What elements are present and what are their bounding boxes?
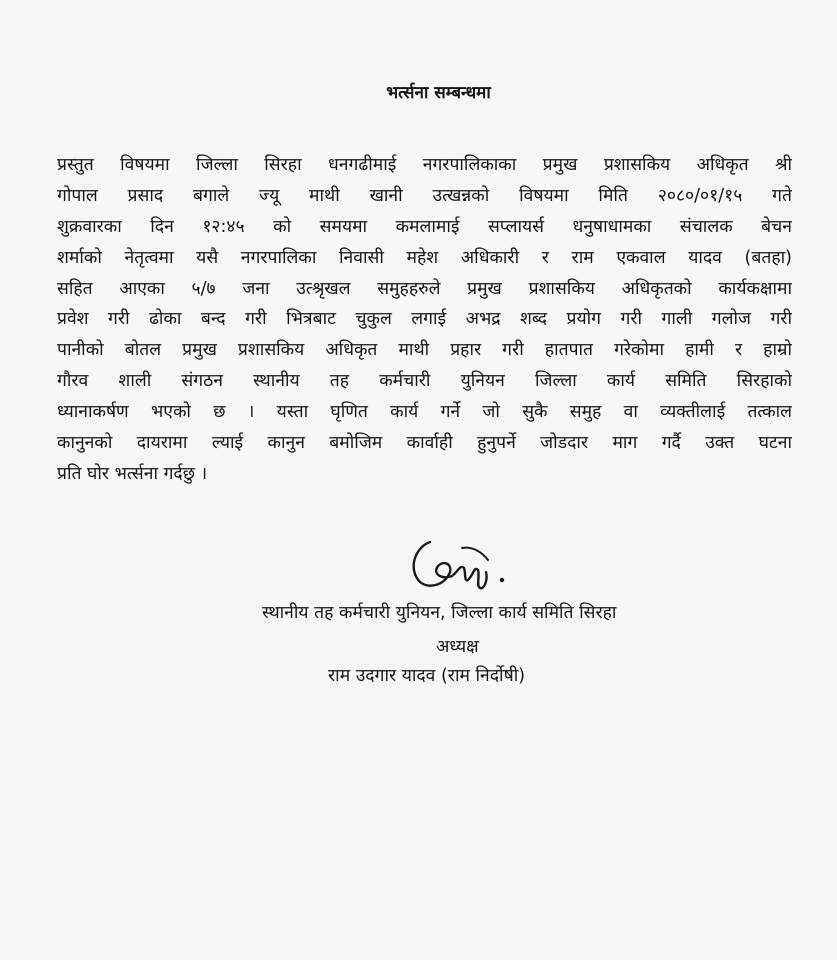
- body-line: ध्यानाकर्षण भएको छ । यस्ता घृणित कार्य गर्ने जो सुकै समुह वा व्यक्तीलाई तत्काल: [57, 402, 792, 423]
- body-line: शुक्रवारका दिन १२:४५ को समयमा कमलामाई सप्लायर्स धनुषाधामका संचालक बेचन: [57, 216, 792, 237]
- body-line: गोपाल प्रसाद बगाले ज्यू माथी खानी उत्खन्नको विषयमा मिति २०८०/०१/१५ गते: [57, 185, 792, 206]
- body-line: पानीको बोतल प्रमुख प्रशासकिय अधिकृत माथी प्रहार गरी हातपात गरेकोमा हामी र हाम्रो: [57, 340, 792, 361]
- body-line: गौरव शाली संगठन स्थानीय तह कर्मचारी युनियन जिल्ला कार्य समिति सिरहाको: [57, 371, 792, 392]
- handwritten-signature: [402, 530, 512, 600]
- body-line: प्रस्तुत विषयमा जिल्ला सिरहा धनगढीमाई नगरपालिकाका प्रमुख प्रशासकिय अधिकृत श्री: [57, 155, 792, 175]
- body-line: कानुनको दायरामा ल्याई कानुन बमोजिम कार्वाही हुनुपर्ने जोडदार माग गर्दै उक्त घटना: [57, 433, 792, 454]
- signatory-role: अध्यक्ष: [436, 637, 479, 657]
- signatory-organization: स्थानीय तह कर्मचारी युनियन, जिल्ला कार्य समिति सिरहा: [262, 603, 617, 623]
- body-line: सहित आएका ५/७ जना उत्श्रृखल समुहहरुले प्रमुख प्रशासकिय अधिकृतको कार्यकक्षामा: [57, 278, 792, 299]
- document-title: भर्त्सना सम्बन्धमा: [386, 83, 491, 103]
- body-line: प्रवेश गरी ढोका बन्द गरी भित्रबाट चुकुल लगाई अभद्र शब्द प्रयोग गरी गाली गलोज गरी: [57, 309, 792, 330]
- body-line: प्रति घोर भर्त्सना गर्दछु ।: [57, 463, 208, 484]
- body-line: शर्माको नेतृत्वमा यसै नगरपालिका निवासी महेश अधिकारी र राम एकवाल यादव (बतहा): [57, 247, 792, 268]
- document-body: [57, 150, 792, 490]
- signatory-name: राम उदगार यादव (राम निर्दोषी): [328, 666, 526, 686]
